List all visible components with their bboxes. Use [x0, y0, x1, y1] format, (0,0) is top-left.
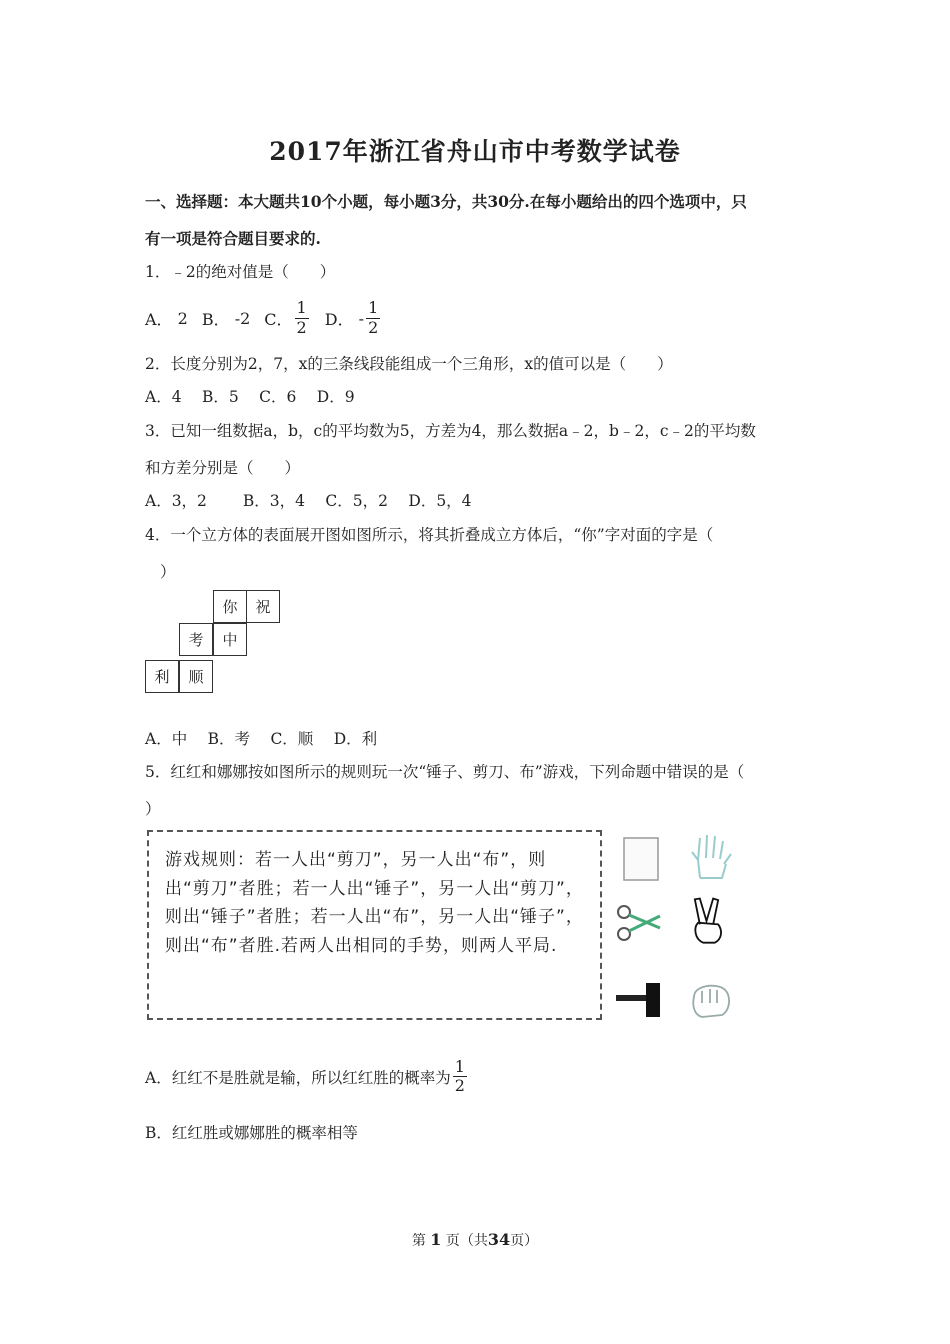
fraction: $\frac{1}{2}$ — [296, 298, 307, 337]
question-3-stem-line1: 3．已知一组数据a，b，c的平均数为5，方差为4，那么数据a﹣2，b﹣2，c﹣2的平均数 — [145, 422, 756, 440]
question-2-stem: 2．长度分别为2，7，x的三条线段能组成一个三角形，x的值可以是（ ） — [145, 355, 673, 373]
scissors-icon — [614, 898, 664, 948]
paper-icon — [616, 835, 666, 885]
page-title: 2017年浙江省舟山市中考数学试卷 — [269, 137, 681, 166]
fraction: $\frac{1}{2}$ — [368, 298, 379, 337]
page-number: 1 — [430, 1230, 442, 1249]
victory-hand-icon — [684, 896, 734, 946]
question-5-stem-line2: ） — [145, 800, 161, 818]
section-heading-line1: 一、选择题：本大题共10个小题，每小题3分，共30分.在每小题给出的四个选项中，只 — [145, 192, 747, 211]
q1-option-d: D． - $\frac{1}{2}$ — [324, 298, 379, 337]
fraction: $\frac{1}{2}$ — [454, 1057, 465, 1096]
net-cell-ni: 你 — [213, 590, 247, 623]
question-5-option-b: B．红红胜或娜娜胜的概率相等 — [145, 1124, 358, 1142]
net-cell-zhu: 祝 — [246, 590, 280, 623]
question-1-stem: 1．﹣2的绝对值是（ ） — [145, 263, 336, 281]
cube-net-figure — [145, 590, 285, 696]
hammer-icon — [614, 975, 664, 1025]
question-5-stem-line1: 5．红红和娜娜按如图所示的规则玩一次“锤子、剪刀、布”游戏，下列命题中错误的是（ — [145, 763, 745, 781]
q1-option-c: C． $\frac{1}{2}$ — [264, 298, 307, 337]
game-rules-box: 游戏规则：若一人出“剪刀”，另一人出“布”，则出“剪刀”者胜；若一人出“锤子”，另一人出“剪刀”，则出“锤子”者胜；若一人出“布”，另一人出“锤子”，则出“布”者胜.若两人出相同的手势，则两人平局. — [147, 830, 602, 1020]
q1-option-a: A． 2 — [145, 308, 188, 329]
page-footer: 第 1 页（共34页） — [411, 1230, 539, 1249]
net-cell-kao: 考 — [179, 623, 213, 656]
question-2-options: A．4 B．5 C．6 D．9 — [145, 388, 355, 406]
section-heading-line2: 有一项是符合题目要求的. — [145, 229, 321, 248]
question-3-stem-line2: 和方差分别是（ ） — [145, 459, 301, 477]
question-4-stem-line1: 4．一个立方体的表面展开图如图所示，将其折叠成立方体后，“你”字对面的字是（ — [145, 526, 714, 544]
fist-icon — [686, 975, 736, 1025]
question-1-options — [145, 296, 396, 340]
net-cell-shun: 顺 — [179, 660, 213, 693]
total-pages: 34 — [487, 1230, 511, 1249]
question-4-options: A．中 B．考 C．顺 D．利 — [145, 730, 378, 748]
open-hand-icon — [686, 832, 736, 882]
question-4-stem-line2: ） — [160, 563, 176, 581]
question-5-option-a: A．红红不是胜就是输，所以红红胜的概率为 $\frac{1}{2}$ — [145, 1057, 465, 1096]
q1-option-b: B． -2 — [201, 308, 251, 329]
net-cell-zhong: 中 — [213, 623, 247, 656]
question-3-options: A．3，2 B．3，4 C．5，2 D．5，4 — [145, 492, 472, 510]
net-cell-li: 利 — [145, 660, 179, 693]
